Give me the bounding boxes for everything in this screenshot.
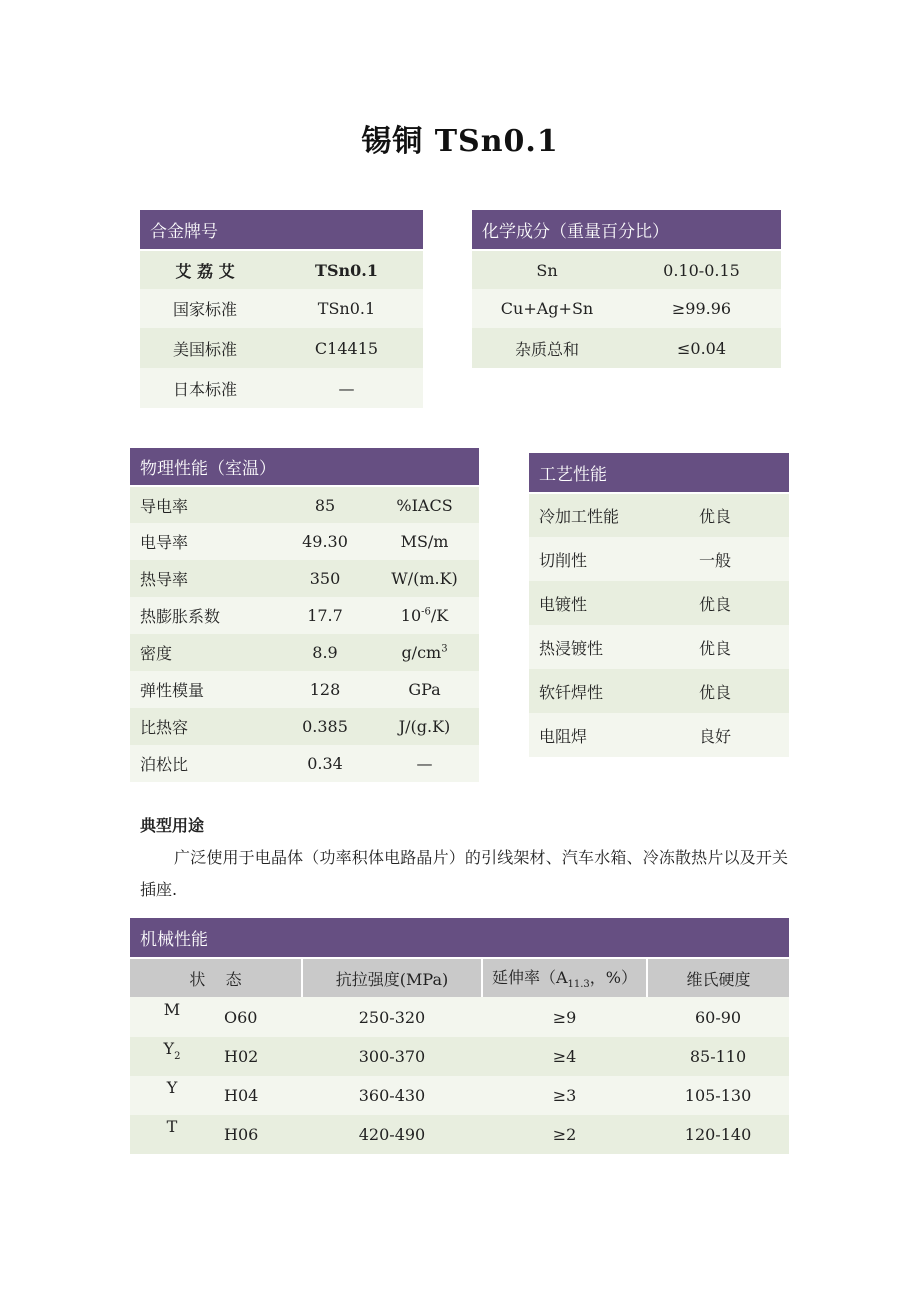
process-header: 工艺性能 bbox=[529, 453, 789, 493]
table-row bbox=[529, 493, 789, 537]
table-row bbox=[529, 625, 789, 669]
col-elongation-unit: ，%） bbox=[589, 968, 638, 988]
table-row bbox=[130, 708, 479, 745]
temper-code: H02 bbox=[214, 1037, 302, 1076]
col-elongation-subscript: 11.3 bbox=[567, 979, 590, 991]
table-row bbox=[130, 671, 479, 708]
state-letter: M bbox=[163, 999, 181, 1019]
property-value: 350 bbox=[280, 560, 370, 597]
property-name: 导电率 bbox=[130, 486, 280, 523]
elongation: ≥9 bbox=[482, 997, 647, 1037]
col-elongation-label: 延伸率（A bbox=[491, 968, 568, 988]
table-row bbox=[529, 713, 789, 757]
elongation: ≥3 bbox=[482, 1076, 647, 1115]
property-value: 0.385 bbox=[280, 708, 370, 745]
process-value: 一般 bbox=[689, 537, 789, 581]
table-row bbox=[130, 523, 479, 560]
process-name: 电镀性 bbox=[529, 581, 689, 625]
state-code bbox=[130, 1115, 214, 1154]
temper-code: H04 bbox=[214, 1076, 302, 1115]
alloy-label: 日本标准 bbox=[140, 368, 270, 408]
property-name: 电导率 bbox=[130, 523, 280, 560]
state-subscript: 2 bbox=[174, 1050, 181, 1062]
unit-tail: /K bbox=[430, 606, 449, 625]
hardness: 60-90 bbox=[647, 997, 789, 1037]
table-row bbox=[130, 1076, 789, 1115]
mechanical-table bbox=[130, 918, 789, 1154]
page-title: 锡铜 TSn0.1 bbox=[361, 124, 559, 159]
hardness: 85-110 bbox=[647, 1037, 789, 1076]
table-row bbox=[140, 250, 423, 289]
table-row bbox=[130, 486, 479, 523]
unit-base: 10 bbox=[400, 606, 422, 625]
property-unit: W/(m.K) bbox=[370, 560, 479, 597]
temper-code: O60 bbox=[214, 997, 302, 1037]
hardness: 120-140 bbox=[647, 1115, 789, 1154]
column-headers bbox=[130, 958, 789, 997]
property-unit bbox=[370, 634, 479, 671]
chemical-element: 杂质总和 bbox=[472, 328, 622, 368]
table-row bbox=[130, 597, 479, 634]
property-name: 热膨胀系数 bbox=[130, 597, 280, 634]
property-name: 热导率 bbox=[130, 560, 280, 597]
property-unit: — bbox=[370, 745, 479, 782]
tensile-strength: 360-430 bbox=[302, 1076, 482, 1115]
process-name: 电阻焊 bbox=[529, 713, 689, 757]
table-row bbox=[140, 328, 423, 368]
property-name: 弹性模量 bbox=[130, 671, 280, 708]
process-value: 良好 bbox=[689, 713, 789, 757]
property-name: 密度 bbox=[130, 634, 280, 671]
table-row bbox=[529, 669, 789, 713]
table-row bbox=[130, 634, 479, 671]
alloy-value: C14415 bbox=[270, 328, 423, 368]
elongation: ≥4 bbox=[482, 1037, 647, 1076]
alloy-label: 国家标准 bbox=[140, 289, 270, 328]
process-value: 优良 bbox=[689, 493, 789, 537]
property-value: 0.34 bbox=[280, 745, 370, 782]
table-row bbox=[130, 560, 479, 597]
table-row bbox=[472, 250, 781, 289]
tensile-strength: 300-370 bbox=[302, 1037, 482, 1076]
hardness: 105-130 bbox=[647, 1076, 789, 1115]
process-table bbox=[529, 453, 789, 757]
usage-title: 典型用途 bbox=[140, 816, 205, 835]
table-row bbox=[130, 1115, 789, 1154]
table-row bbox=[472, 328, 781, 368]
property-name: 泊松比 bbox=[130, 745, 280, 782]
chemical-element: Cu+Ag+Sn bbox=[472, 289, 622, 328]
chemical-value: ≤0.04 bbox=[622, 328, 781, 368]
state-letter: Y bbox=[163, 1039, 175, 1059]
process-value: 优良 bbox=[689, 581, 789, 625]
table-row bbox=[529, 537, 789, 581]
property-unit: MS/m bbox=[370, 523, 479, 560]
alloy-value: TSn0.1 bbox=[270, 250, 423, 289]
process-name: 冷加工性能 bbox=[529, 493, 689, 537]
chemical-value: ≥99.96 bbox=[622, 289, 781, 328]
col-hardness: 维氏硬度 bbox=[647, 958, 789, 997]
col-elongation bbox=[482, 958, 647, 997]
state-letter: T bbox=[166, 1117, 178, 1137]
alloy-header: 合金牌号 bbox=[140, 210, 423, 250]
table-row bbox=[140, 368, 423, 408]
alloy-value: TSn0.1 bbox=[270, 289, 423, 328]
elongation: ≥2 bbox=[482, 1115, 647, 1154]
col-state: 状 态 bbox=[130, 958, 302, 997]
process-name: 切削性 bbox=[529, 537, 689, 581]
state-letter: Y bbox=[166, 1078, 178, 1098]
alloy-label: 美国标准 bbox=[140, 328, 270, 368]
chemical-element: Sn bbox=[472, 250, 622, 289]
process-name: 软钎焊性 bbox=[529, 669, 689, 713]
unit-exponent: 3 bbox=[441, 643, 448, 655]
mechanical-header: 机械性能 bbox=[130, 918, 789, 958]
property-unit bbox=[370, 597, 479, 634]
property-unit: %IACS bbox=[370, 486, 479, 523]
chemical-value: 0.10-0.15 bbox=[622, 250, 781, 289]
property-value: 17.7 bbox=[280, 597, 370, 634]
table-row bbox=[130, 745, 479, 782]
unit-exponent: -6 bbox=[421, 606, 431, 618]
table-row bbox=[529, 581, 789, 625]
property-value: 8.9 bbox=[280, 634, 370, 671]
state-code bbox=[130, 1037, 214, 1076]
property-unit: J/(g.K) bbox=[370, 708, 479, 745]
property-unit: GPa bbox=[370, 671, 479, 708]
unit-base: g/cm bbox=[401, 643, 442, 662]
tensile-strength: 250-320 bbox=[302, 997, 482, 1037]
property-value: 128 bbox=[280, 671, 370, 708]
process-value: 优良 bbox=[689, 625, 789, 669]
table-row bbox=[130, 997, 789, 1037]
alloy-table bbox=[140, 210, 423, 408]
alloy-value: — bbox=[270, 368, 423, 408]
property-value: 85 bbox=[280, 486, 370, 523]
chemical-table bbox=[472, 210, 781, 368]
usage-text: 广泛使用于电晶体（功率积体电路晶片）的引线架材、汽车水箱、冷冻散热片以及开关插座. bbox=[140, 848, 788, 899]
temper-code: H06 bbox=[214, 1115, 302, 1154]
state-code bbox=[130, 997, 214, 1037]
col-strength: 抗拉强度(MPa) bbox=[302, 958, 482, 997]
table-row bbox=[140, 289, 423, 328]
chemical-header: 化学成分（重量百分比） bbox=[472, 210, 781, 250]
property-value: 49.30 bbox=[280, 523, 370, 560]
property-name: 比热容 bbox=[130, 708, 280, 745]
alloy-label: 艾 荔 艾 bbox=[140, 250, 270, 289]
table-row bbox=[472, 289, 781, 328]
table-row bbox=[130, 1037, 789, 1076]
physical-header: 物理性能（室温） bbox=[130, 448, 479, 486]
process-name: 热浸镀性 bbox=[529, 625, 689, 669]
process-value: 优良 bbox=[689, 669, 789, 713]
state-code bbox=[130, 1076, 214, 1115]
tensile-strength: 420-490 bbox=[302, 1115, 482, 1154]
physical-table bbox=[130, 448, 479, 782]
